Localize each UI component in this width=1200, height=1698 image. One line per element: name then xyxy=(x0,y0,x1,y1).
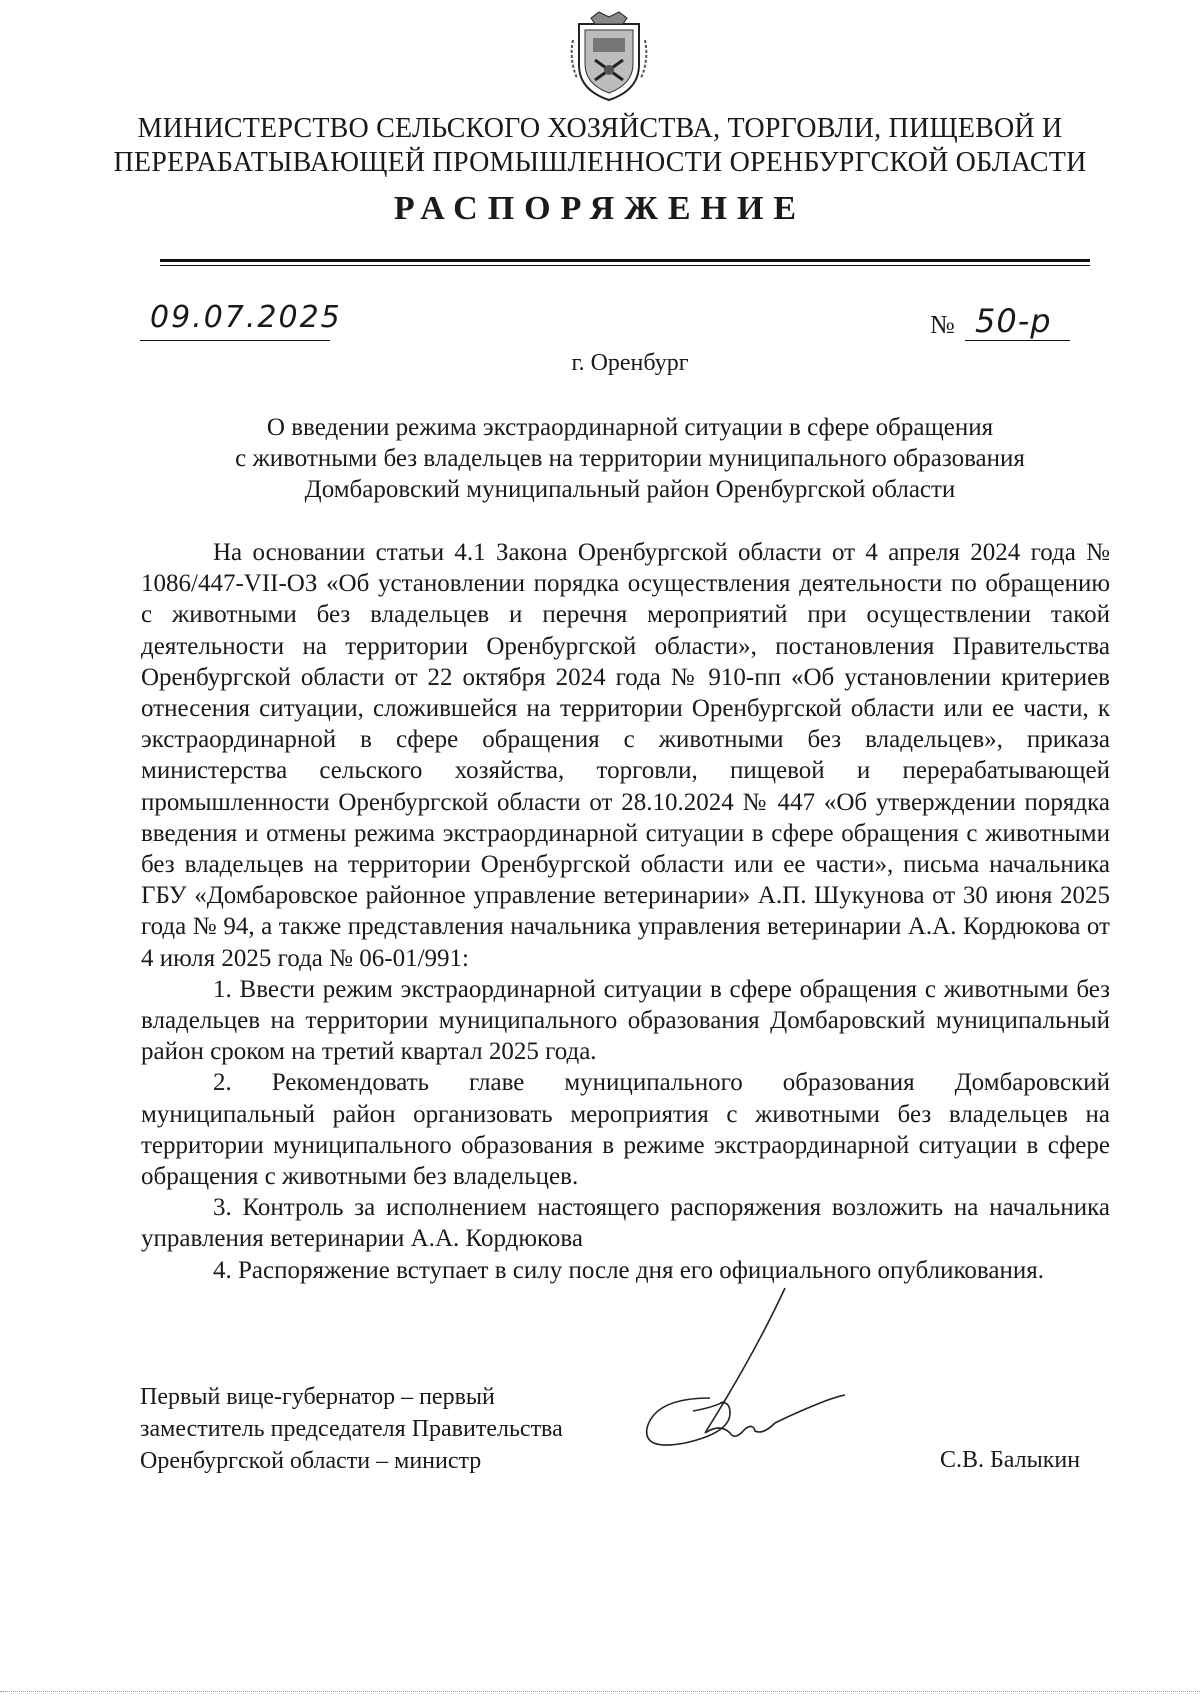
number-underline xyxy=(965,340,1070,341)
body-item-2: 2. Рекомендовать главе муниципального образования Домбаровский муниципальный район организовать мероприятия с животными без владельцев на территории муниципального образования в режиме экстраординарной ситуации в сфере обращения с животными без владельцев. xyxy=(141,1069,1110,1191)
signatory-title-line-1: Первый вице-губернатор – первый xyxy=(140,1384,495,1410)
handwritten-signature xyxy=(635,1283,860,1473)
coat-of-arms-icon xyxy=(569,10,649,102)
number-sign: № xyxy=(930,310,955,339)
signatory-title xyxy=(140,1381,563,1477)
signatory-title-line-3: Оренбургской области – министр xyxy=(140,1448,482,1474)
date-underline xyxy=(140,340,330,341)
ministry-line-2: ПЕРЕРАБАТЫВАЮЩЕЙ ПРОМЫШЛЕННОСТИ ОРЕНБУРГСКОЙ ОБЛАСТИ xyxy=(113,147,1087,178)
header-rule-thick xyxy=(160,259,1090,262)
ministry-line-1: МИНИСТЕРСТВО СЕЛЬСКОГО ХОЗЯЙСТВА, ТОРГОВЛИ, ПИЩЕВОЙ И xyxy=(137,113,1063,144)
body-item-3: 3. Контроль за исполнением настоящего распоряжения возложить на начальника управления ветеринарии А.А. Кордюкова xyxy=(141,1194,1110,1253)
body-preamble: На основании статьи 4.1 Закона Оренбургской области от 4 апреля 2024 года № 1086/447-VII-ОЗ «Об установлении порядка осуществления деятельности по обращению с животными без владельцев и перечня мероприятий при осуществлении такой деятельности на территории Оренбургской области», постановления Правительства Оренбургской области от 22 октября 2024 года № 910-пп «Об установлении критериев отнесения ситуации, сложившейся на территории Оренбургской области или ее части, к экстраординарной в сфере обращения с животными без владельцев», приказа министерства сельского хозяйства, торговли, пищевой и перерабатывающей промышленности Оренбургской области от 28.10.2024 № 447 «Об утверждении порядка введения и отмены режима экстраординарной ситуации в сфере обращения с животными без владельцев на территории Оренбургской области или ее части», письма начальника ГБУ «Домбаровское районное управление ветеринарии» А.П. Шукунова от 30 июня 2025 года № 94, а также представления начальника управления ветеринарии А.А. Кордюкова от 4 июля 2025 года № 06-01/991: xyxy=(141,539,1110,972)
document-date: 09.07.2025 xyxy=(150,300,342,335)
header-rule-thin xyxy=(160,265,1090,266)
signatory-name: С.В. Балыкин xyxy=(940,1447,1081,1473)
subject-line-2: с животными без владельцев на территории муниципального образования xyxy=(235,445,1025,472)
document-city: г. Оренбург xyxy=(571,350,689,376)
signatory-title-line-2: заместитель председателя Правительства xyxy=(140,1416,563,1442)
document-subject xyxy=(130,412,1130,505)
ministry-name xyxy=(100,112,1100,180)
body-item-4: 4. Распоряжение вступает в силу после дня его официального опубликования. xyxy=(213,1256,1044,1284)
body-item-1: 1. Ввести режим экстраординарной ситуации в сфере обращения с животными без владельцев на территории муниципального образования Домбаровский муниципальный район сроком на третий квартал 2025 года. xyxy=(141,975,1110,1066)
document-body xyxy=(141,537,1110,1286)
document-number: 50-р xyxy=(975,302,1052,340)
subject-line-3: Домбаровский муниципальный район Оренбургской области xyxy=(304,476,956,503)
subject-line-1: О введении режима экстраординарной ситуации в сфере обращения xyxy=(266,414,994,441)
scan-edge-dots xyxy=(0,1691,1200,1692)
document-type-title: РАСПОРЯЖЕНИЕ xyxy=(393,190,807,227)
